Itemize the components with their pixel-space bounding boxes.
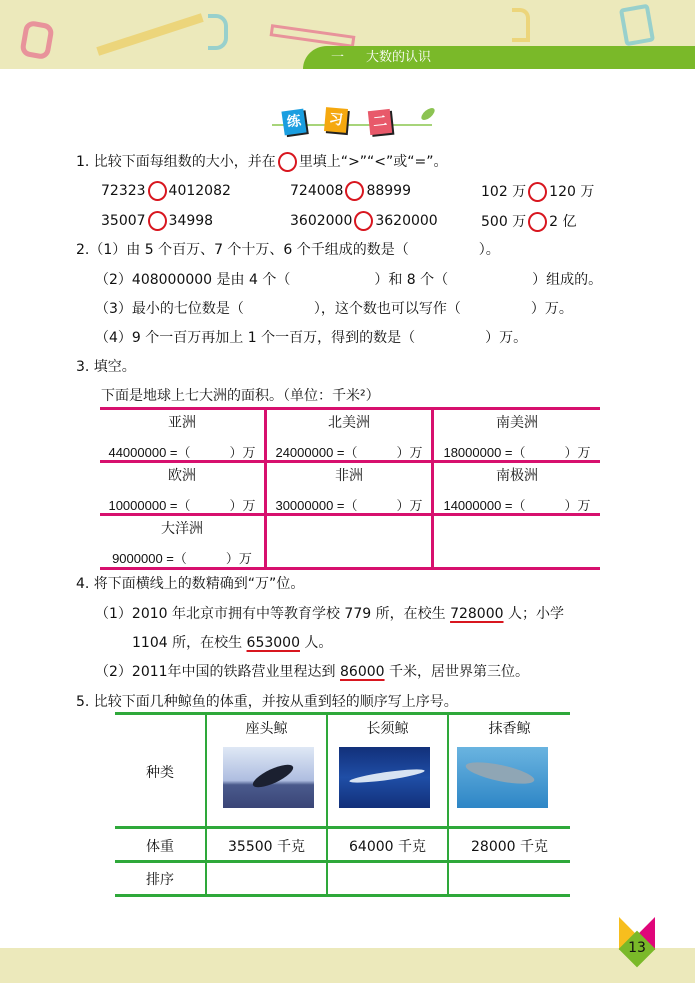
- continent-area: 14000000 =（ ）万: [443, 498, 591, 513]
- page-number: 13: [628, 940, 646, 956]
- ruler-icon: [270, 24, 356, 48]
- continent-name: 南美洲: [496, 415, 538, 431]
- whale-name: 长须鲸: [366, 721, 409, 737]
- paperclip-icon: [19, 20, 55, 61]
- continent-area: 9000000 =（ ）万: [112, 551, 252, 566]
- pencil-icon: [96, 13, 203, 56]
- continent-area: 30000000 =（ ）万: [275, 498, 423, 513]
- whale-name: 座头鲸: [245, 721, 288, 737]
- leaf-icon: [419, 106, 436, 122]
- row-label: 种类: [146, 765, 174, 781]
- q1-pair: 35007 34998: [101, 213, 214, 229]
- whale-weight: 35500 千克: [228, 839, 305, 855]
- chapter-number: 一: [331, 50, 345, 65]
- title-char: 习: [324, 107, 348, 133]
- whale-weight: 64000 千克: [349, 839, 426, 855]
- table-line: [115, 712, 570, 715]
- q1-pair: 500 万 2 亿: [481, 214, 577, 230]
- fin-whale-image: [339, 747, 430, 808]
- calculator-icon: [619, 4, 655, 47]
- q3-caption: 下面是地球上七大洲的面积。（单位：千米²）: [101, 388, 380, 404]
- circle-icon: [278, 152, 297, 172]
- q4-line: 1104 所，在校生 653000 人。: [132, 635, 333, 651]
- order-input[interactable]: [449, 862, 570, 894]
- whale-weight: 28000 千克: [471, 839, 548, 855]
- q2-line: （2）408000000 是由 4 个（ ）和 8 个（ ）组成的。: [95, 272, 603, 288]
- table-line: [115, 826, 570, 829]
- row-label: 体重: [146, 839, 174, 855]
- title-char: 二: [368, 109, 392, 135]
- answer-circle[interactable]: [528, 212, 547, 232]
- q1-pair: 72323 4012082: [101, 183, 231, 199]
- chapter-band: [303, 46, 695, 69]
- continent-name: 欧洲: [168, 468, 196, 484]
- continent-name: 亚洲: [168, 415, 196, 431]
- table-line: [115, 894, 570, 897]
- answer-circle[interactable]: [148, 181, 167, 201]
- humpback-whale-image: [223, 747, 314, 808]
- sperm-whale-image: [457, 747, 548, 808]
- footer-band: [0, 948, 695, 983]
- table-line: [100, 567, 600, 570]
- order-input[interactable]: [328, 862, 447, 894]
- q1-pair: 102 万 120 万: [481, 184, 595, 200]
- q4-line: （1）2010 年北京市拥有中等教育学校 779 所，在校生 728000 人；小学: [95, 606, 564, 622]
- answer-circle[interactable]: [345, 181, 364, 201]
- answer-circle[interactable]: [528, 182, 547, 202]
- whale-name: 抹香鲸: [488, 721, 531, 737]
- table-line: [100, 407, 600, 410]
- q2-line: （4）9 个一百万再加上 1 个一百万，得到的数是（ ）万。: [95, 330, 528, 346]
- q1-pair: 724008 88999: [290, 183, 411, 199]
- continent-area: 18000000 =（ ）万: [443, 445, 591, 460]
- continent-name: 南极洲: [496, 468, 538, 484]
- chapter-title: 大数的认识: [366, 50, 432, 65]
- q4-line: （2）2011年中国的铁路营业里程达到 86000 千米，居世界第三位。: [95, 664, 529, 680]
- q2-line: （3）最小的七位数是（ ），这个数也可以写作（ ）万。: [95, 301, 573, 317]
- continent-area: 10000000 =（ ）万: [108, 498, 256, 513]
- continent-area: 44000000 =（ ）万: [108, 445, 256, 460]
- q1-prompt: 1. 比较下面每组数的大小，并在 里填上“>”“<”或“=”。: [76, 154, 448, 170]
- row-label: 排序: [146, 872, 174, 888]
- q5-prompt: 5. 比较下面几种鲸鱼的体重，并按从重到轻的顺序写上序号。: [76, 694, 458, 710]
- q3-prompt: 3. 填空。: [76, 359, 136, 375]
- order-input[interactable]: [207, 862, 326, 894]
- q2-line: 2.（1）由 5 个百万、7 个十万、6 个千组成的数是（ ）。: [76, 242, 500, 258]
- title-char: 练: [281, 109, 306, 136]
- q1-pair: 3602000 3620000: [290, 213, 438, 229]
- number-2-decoration: [512, 8, 530, 42]
- continent-name: 大洋洲: [161, 521, 203, 537]
- continent-name: 北美洲: [328, 415, 370, 431]
- continent-area: 24000000 =（ ）万: [275, 445, 423, 460]
- answer-circle[interactable]: [354, 211, 373, 231]
- q4-prompt: 4. 将下面横线上的数精确到“万”位。: [76, 576, 305, 592]
- answer-circle[interactable]: [148, 211, 167, 231]
- number-3-decoration: [208, 14, 228, 50]
- continent-name: 非洲: [335, 468, 363, 484]
